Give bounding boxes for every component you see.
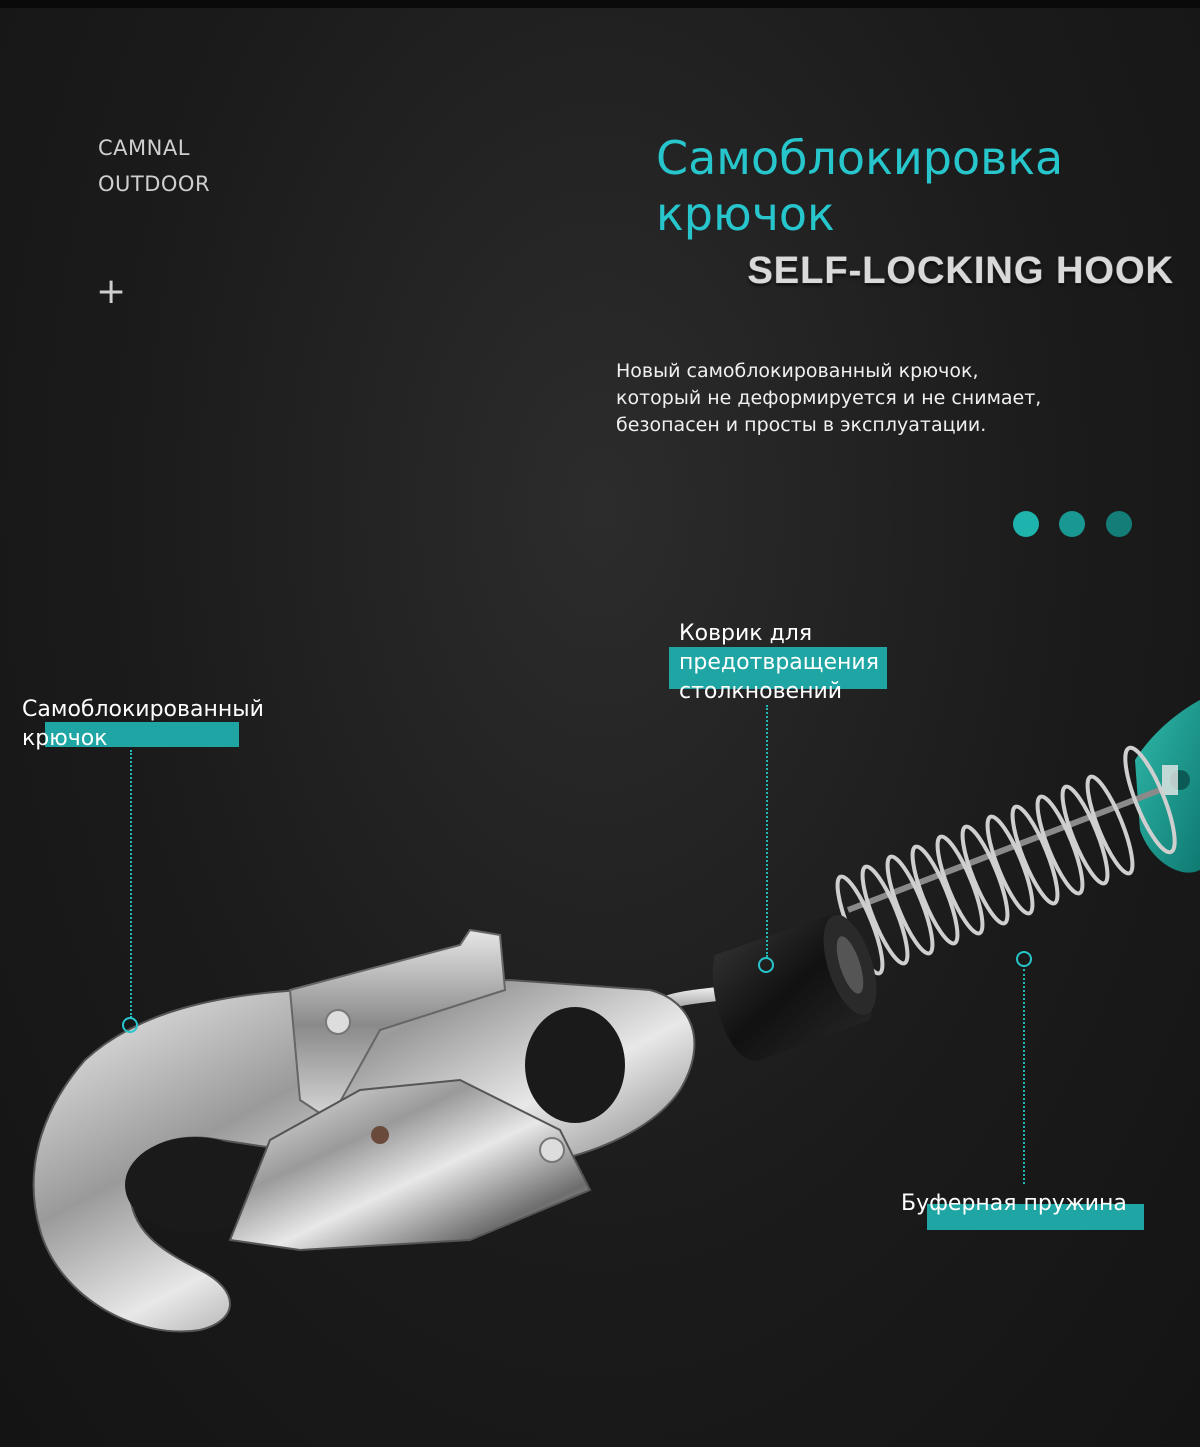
spring-label-line-1: Буферная пружина [901, 1191, 1127, 1216]
hook-label-line-1: Самоблокированный [22, 697, 264, 722]
title-russian [656, 130, 1063, 242]
plus-icon: + [96, 271, 127, 312]
brand-line-1: CAMNAL [98, 136, 190, 160]
hook-marker [122, 1017, 138, 1033]
title-ru-line-2: крючок [656, 187, 835, 241]
description-line-3: безопасен и просты в эксплуатации. [616, 414, 987, 436]
mat-label-line-1: Коврик для [679, 621, 813, 646]
title-ru-line-1: Самоблокировка [656, 131, 1064, 185]
brand-name [98, 130, 210, 202]
mat-marker [758, 957, 774, 973]
brand-line-2: OUTDOOR [98, 172, 211, 196]
description [616, 358, 1156, 439]
mat-leader-line [766, 705, 768, 957]
hook-leader-line [130, 750, 132, 1018]
mat-label [679, 619, 879, 706]
spring-marker [1016, 951, 1032, 967]
buffer-spring-image [829, 743, 1184, 978]
spring-leader-line [1023, 969, 1025, 1184]
pager-dot-2[interactable] [1059, 511, 1085, 537]
hook-label [22, 695, 264, 753]
anti-collision-mat-image [713, 909, 887, 1061]
pager-dot-1[interactable] [1013, 511, 1039, 537]
mat-label-line-3: столкновений [679, 679, 843, 704]
mat-label-line-2: предотвращения [679, 650, 879, 675]
pager-dot-3[interactable] [1106, 511, 1132, 537]
hook-label-line-2: крючок [22, 726, 108, 751]
description-line-1: Новый самоблокированный крючок, [616, 360, 979, 382]
title-english: SELF-LOCKING HOOK [747, 250, 1174, 292]
spring-label [901, 1189, 1127, 1218]
self-locking-hook-image [34, 930, 695, 1332]
description-line-2: который не деформируется и не снимает, [616, 387, 1042, 409]
retractable-device-image [1135, 700, 1200, 873]
